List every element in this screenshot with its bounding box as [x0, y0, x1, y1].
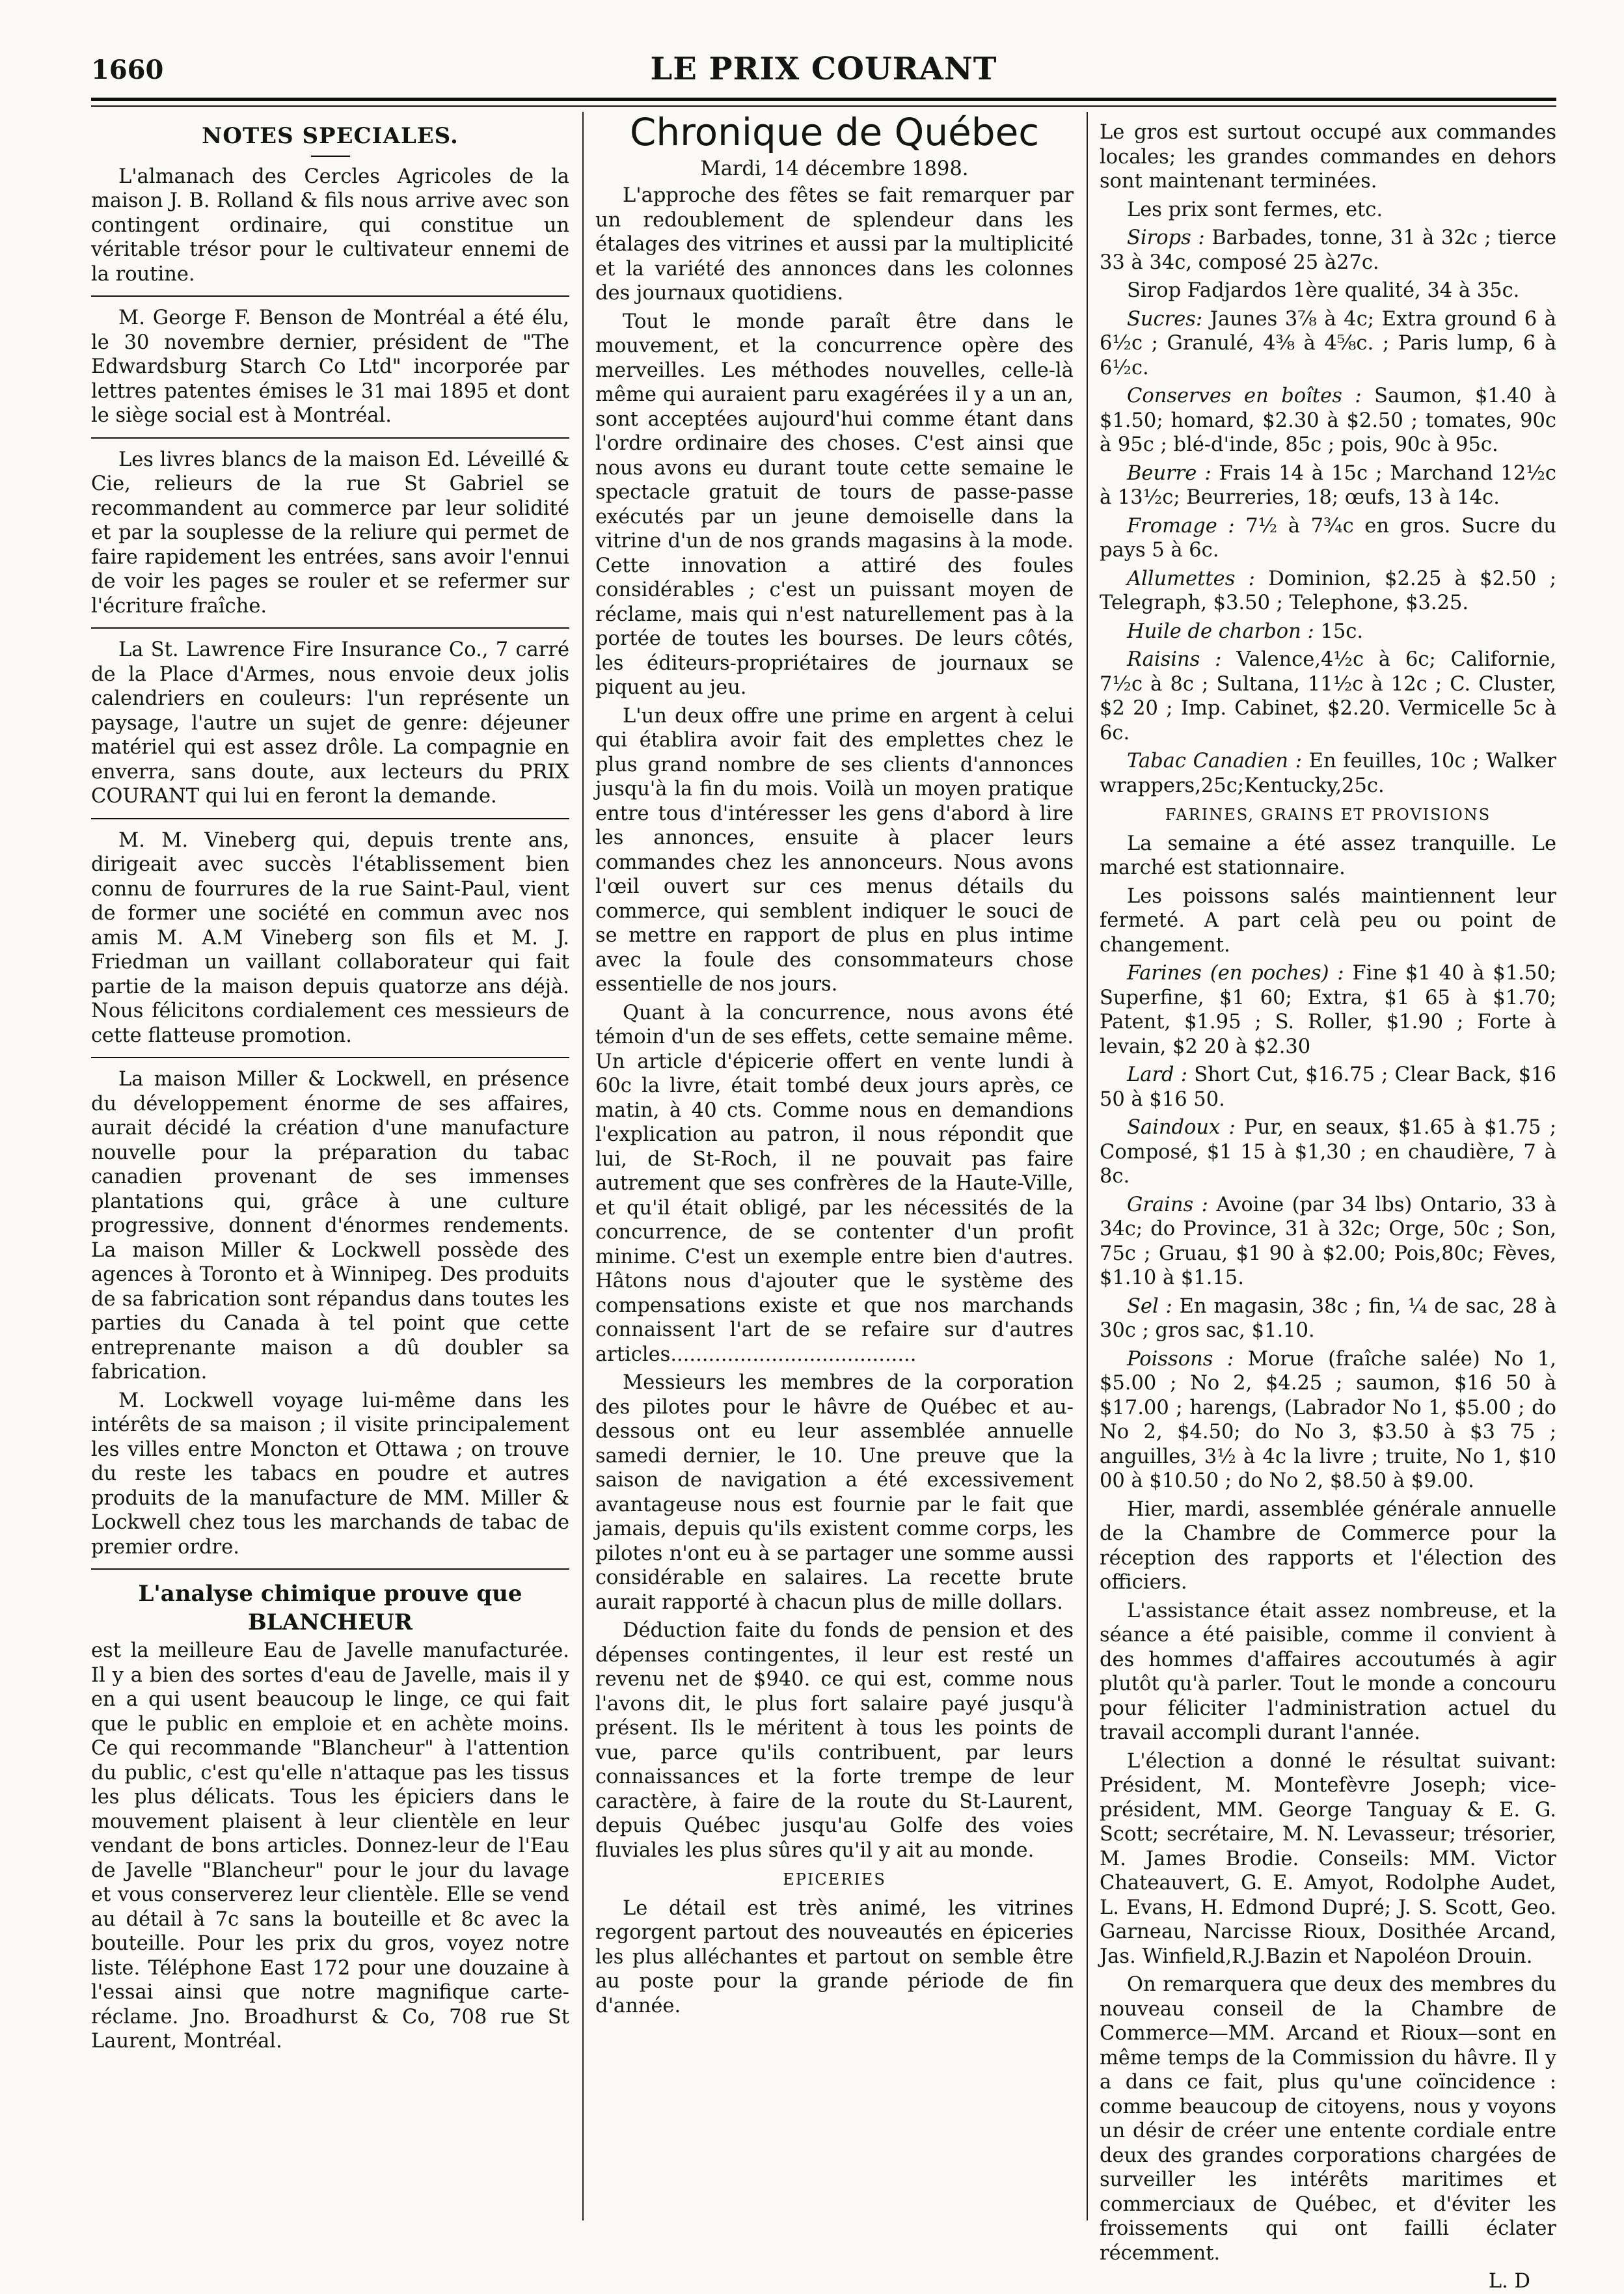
price-item-label: Grains : — [1127, 1193, 1208, 1216]
column-divider-1 — [582, 112, 584, 2220]
chronique-paragraph: L'approche des fêtes se fait remarquer par un redoublement de splendeur dans les étalages des vitrines et aussi par la multiplicité et la variété des annonces dans les colonnes des journaux quotidiens. — [595, 184, 1074, 305]
author-signature: L. D — [1488, 2270, 1530, 2293]
chronique-paragraph: Quant à la concurrence, nous avons été témoin d'un de ses effets, cette semaine même. Un article d'épicerie offert en vente lundi à 60c la livre, était tombé deux jours après, ce matin, à 40 cts. Comme nous en demandions l'explication au patron, il nous répondit que lui, de St-Roch, il ne pouvait pas faire autrement que ses confrères de la Haute-Ville, et qu'il était obligé, par les nécessités de la concurrence, de se contenter d'un profit minime. C'est un exemple entre bien d'autres. Hâtons nous d'ajouter que le système des compensations existe et que nos marchands connaissent l'art de se refaire sur d'autres articles....................................... — [595, 1001, 1074, 1366]
price-item-label: Farines (en poches) : — [1127, 962, 1344, 985]
price-item-text: Avoine (par 34 lbs) Ontario, 33 à 34c; do Province, 31 à 32c; Orge, 50c ; Son, 75c ; Gruau, $1 90 à $2.00; Pois,80c; Fèves, $1.10 à $1.15. — [1100, 1193, 1557, 1289]
chambre-paragraph: L'assistance était assez nombreuse, et la séance a été paisible, comme il convient à des hommes d'affaires accoutumés à agir plutôt qu'à parler. Tout le monde a concouru pour féliciter l'administration actuel du travail accompli durant l'année. — [1100, 1599, 1556, 1744]
epiceries-heading: EPICERIES — [783, 1870, 886, 1889]
price-item — [1100, 1115, 1556, 1189]
chronique-paragraph: Messieurs les membres de la corporation des pilotes pour le hâvre de Québec et au-dessous ont eu leur assemblée annuelle samedi dernier, le 10. Une preuve que la saison de navigation a été excessivement avantageuse nous est fournie par le fait que jamais, depuis qu'ils existent comme corps, les pilotes n'ont eu à se partager une somme aussi considérable en salaires. La recette brute aurait rapporté à chacun plus de mille dollars. — [595, 1371, 1074, 1614]
price-item-text: 7½ à 7¾c en gros. Sucre du pays 5 à 6c. — [1100, 514, 1556, 562]
note-divider — [91, 295, 569, 297]
epiceries-paragraph: Le détail est très animé, les vitrines regorgent partout des nouveautés en épiceries les plus alléchantes et partout on semble être au poste pour la grande période de fin d'année. — [595, 1896, 1074, 2017]
price-item — [1100, 1294, 1556, 1343]
note-divider — [91, 437, 569, 439]
price-item-text: Saumon, $1.40 à $1.50; homard, $2.30 à $2.50 ; tomates, 90c à 95c ; blé-d'inde, 85c ; pois, 90c à 95c. — [1100, 385, 1556, 456]
price-item-label: Lard : — [1127, 1063, 1188, 1086]
price-item-label: Raisins : — [1127, 648, 1222, 671]
header-rule — [91, 98, 1556, 101]
price-item — [1100, 514, 1556, 563]
price-item-text: En feuilles, 10c ; Walker wrappers,25c;Kentucky,25c. — [1100, 750, 1556, 797]
price-item-text: Morue (fraîche salée) No 1, $5.00 ; No 2, $4.25 ; saumon, $16 50 à $17.00 ; harengs, (Labrador No 1, $5.00 ; do No 2, $4.50; do No 3, $3.50 à $3 75 ; anguilles, 3½ à 4c la livre ; truite, No 1, $10 00 à $10.50 ; do No 2, $8.50 à $9.00. — [1100, 1347, 1556, 1492]
price-item-label: Beurre : — [1127, 461, 1211, 485]
price-item-label: Conserves en boîtes : — [1127, 385, 1362, 407]
price-item-label: Sucres: — [1127, 307, 1203, 331]
chronique-paragraph: L'un deux offre une prime en argent à celui qui établira avoir fait des emplettes chez le plus grand nombre de ses clients d'annonces jusqu'à la fin du mois. Voilà un moyen pratique entre tous d'intéresser les gens d'abord à lire les annonces, ensuite à placer leurs commandes chez les annonceurs. Nous avons l'œil ouvert sur ces menus détails du commerce, qui semblent indiquer le souci de se mettre en rapport de plus en plus intime avec la foule des consommateurs chose essentielle de nos jours. — [595, 704, 1074, 996]
note-paragraph: Les livres blancs de la maison Ed. Léveillé & Cie, relieurs de la rue St Gabriel se recommandent au commerce par leur solidité et par la souplesse de la reliure qui permet de faire rapidement les entrées, sans avoir l'ennui de voir les pages se rouler et se refermer sur l'écriture fraîche. — [91, 448, 569, 618]
price-item-label: Fromage : — [1127, 514, 1235, 538]
chambre-paragraph: Hier, mardi, assemblée générale annuelle de la Chambre de Commerce pour la réception des rapports et l'élection des officiers. — [1100, 1497, 1556, 1594]
price-item — [1100, 461, 1556, 510]
page-header — [91, 51, 1556, 90]
chronique-paragraph: Tout le monde paraît être dans le mouvement, et la concurrence opère des merveilles. Les méthodes nouvelles, celle-là même qui auraient paru exagérées il y a un an, sont acceptées aujourd'hui comme étant dans l'ordre ordinaire des choses. C'est ainsi que nous avons eu durant toute cette semaine le spectacle gratuit de tours de passe-passe exécutés par un jeune demoiselle dans la vitrine d'un de nos grands magasins à la mode. Cette innovation a attiré des foules considérables ; c'est un puissant moyen de réclame, mais qui n'est naturellement pas à la portée de toutes les bourses. De leurs côtés, les éditeurs-propriétaires de journaux se piquent au jeu. — [595, 310, 1074, 699]
column-market-prices — [1100, 120, 1556, 2294]
ad-title-line2: BLANCHEUR — [247, 1609, 413, 1635]
ad-text: est la meilleure Eau de Javelle manufacturée. Il y a bien des sortes d'eau de Javelle, mais il y en a qui usent beaucoup le linge, ce qui fait que le public en emploie et en achète moins. Ce qui recommande "Blancheur" à l'attention du public, c'est qu'elle n'attaque pas les tissus les plus délicats. Tous les épiciers dans le mouvement plaisent à leur clientèle en leur vendant de bons articles. Donnez-leur de l'Eau de Javelle "Blancheur" pour le jour du lavage et vous conserverez leur clientèle. Elle se vend au détail à 7c sans la bouteille et 8c avec la bouteille. Pour les prix du gros, voyez notre liste. Téléphone East 172 pour une douzaine à l'essai ainsi que notre magnifique carte-réclame. Jno. Broadhurst & Co, 708 rue St Laurent, Montréal. — [91, 1639, 569, 2053]
chambre-paragraph: On remarquera que deux des membres du nouveau conseil de la Chambre de Commerce—MM. Arcand et Rioux—sont en même temps de la Commission du hâvre. Il y a dans ce fait, plus qu'une coïncidence : comme beaucoup de citoyens, nous y voyons un désir de créer une entente cordiale entre deux des grandes corporations chargées de surveiller les intérêts maritimes et commerciaux de Québec, et d'éviter les froissements qui ont failli éclater récemment. — [1100, 1973, 1556, 2265]
price-item-text: Short Cut, $16.75 ; Clear Back, $16 50 à $16 50. — [1100, 1063, 1556, 1111]
header-rule-thin — [91, 105, 1556, 107]
prices-firm: Les prix sont fermes, etc. — [1127, 198, 1383, 221]
price-item — [1100, 1347, 1556, 1494]
column-divider-2 — [1087, 112, 1088, 2220]
price-item-text: Fine $1 40 à $1.50; Superfine, $1 60; Extra, $1 65 à $1.70; Patent, $1.95 ; S. Roller, $1.90 ; Forte à levain, $2 20 à $2.30 — [1100, 962, 1557, 1058]
note-paragraph: L'almanach des Cercles Agricoles de la maison J. B. Rolland & fils nous arrive avec son contingent ordinaire, qui constitue un véritable trésor pour le cultivateur ennemi de la routine. — [91, 165, 569, 286]
price-item — [1100, 961, 1556, 1059]
note-paragraph: M. M. Vineberg qui, depuis trente ans, dirigeait avec succès l'établissement bien connu de fourrures de la rue Saint-Paul, vient de former une société en commun avec nos amis M. A.M Vineberg son fils et M. J. Friedman un vaillant collaborateur qui fait partie de la maison depuis quatorze ans déjà. Nous félicitons cordialement ces messieurs de cette flatteuse promotion. — [91, 828, 569, 1047]
note-divider — [91, 1568, 569, 1570]
price-item — [1100, 1063, 1556, 1112]
note-divider — [91, 1057, 569, 1058]
price-item-text: Valence,4½c à 6c; Californie, 7½c à 8c ; Sultana, 11½c à 12c ; C. Cluster, $2 20 ; Imp. Cabinet, $2.20. Vermicelle 5c à 6c. — [1100, 648, 1556, 744]
price-item — [1100, 384, 1556, 457]
price-item-text: Pur, en seaux, $1.65 à $1.75 ; Composé, $1 15 à $1,30 ; en chaudière, 7 à 8c. — [1100, 1116, 1556, 1188]
note-paragraph: M. George F. Benson de Montréal a été élu, le 30 novembre dernier, président de "The Edwardsburg Starch Co Ltd" incorporée par lettres patentes émises le 31 mai 1895 et dont le siège social est à Montréal. — [91, 307, 569, 427]
price-item-text: Frais 14 à 15c ; Marchand 12½c à 13½c; Beurreries, 18; œufs, 13 à 14c. — [1100, 461, 1556, 509]
poissons-note: Les poissons salés maintiennent leur fermeté. A part celà peu ou point de changement. — [1100, 884, 1556, 957]
page-number: 1660 — [91, 55, 164, 85]
chambre-paragraph: L'élection a donné le résultat suivant: Président, M. Montefèvre Joseph; vice-président, MM. George Tanguay & E. G. Scott; secrétaire, M. N. Levasseur; trésorier, M. James Brodie. Conseils: MM. Victor Chateauvert, G. E. Amyot, Rodolphe Audet, L. Evans, H. Edmond Dupré; J. S. Scott, Geo. Garneau, Narcisse Rioux, Dosithée Arcand, Jas. Winfield,R.J.Bazin et Napoléon Drouin. — [1100, 1749, 1556, 1968]
section-title-notes: NOTES SPECIALES. — [202, 123, 459, 149]
chronique-date: Mardi, 14 décembre 1898. — [700, 157, 969, 180]
note-paragraph: La maison Miller & Lockwell, en présence du développement énorme de ses affaires, aurait décidé la création d'une manufacture nouvelle pour la préparation du tabac canadien provenant de ses immenses plantations qui, grâce à une culture progressive, donnent d'énormes rendements. La maison Miller & Lockwell possède des agences à Toronto et à Winnipeg. Des produits de sa fabrication sont répandus dans toutes les parties du Canada à tel point que cette entreprenante maison a dû doubler sa fabrication. — [91, 1068, 569, 1384]
ad-title-line1: L'analyse chimique prouve que — [138, 1581, 522, 1607]
price-item-text: Barbades, tonne, 31 à 32c ; tierce 33 à 34c, composé 25 à27c. — [1100, 226, 1556, 274]
price-item-text: Dominion, $2.25 à $2.50 ; Telegraph, $3.50 ; Telephone, $3.25. — [1100, 567, 1556, 614]
price-item-label: Tabac Canadien : — [1127, 750, 1302, 772]
price-item — [1100, 226, 1556, 275]
price-item-label: Sel : — [1127, 1294, 1172, 1318]
column-chronique — [595, 110, 1074, 2022]
price-item-text: 15c. — [1314, 620, 1364, 643]
farines-heading: FARINES, GRAINS ET PROVISIONS — [1165, 806, 1491, 824]
price-item — [1100, 1193, 1556, 1290]
note-divider — [91, 818, 569, 819]
price-item-label: Allumettes : — [1127, 567, 1255, 590]
price-item-label: Sirops : — [1127, 226, 1205, 249]
market-intro: Le gros est surtout occupé aux commandes locales; les grandes commandes en dehors sont maintenant terminées. — [1100, 121, 1556, 193]
column-notes-speciales — [91, 120, 569, 2058]
price-item-label: Poissons : — [1127, 1347, 1234, 1371]
note-paragraph: M. Lockwell voyage lui-même dans les intérêts de sa maison ; il visite principalement les villes entre Moncton et Ottawa ; on trouve du reste les tabacs en poudre et autres produits de la manufacture de MM. Miller & Lockwell chez tous les marchands de tabac de premier ordre. — [91, 1389, 569, 1559]
price-item-label: Saindoux : — [1127, 1116, 1236, 1139]
price-item — [1100, 749, 1556, 798]
journal-title: LE PRIX COURANT — [650, 51, 997, 87]
price-item-text: Sirop Fadjardos 1ère qualité, 34 à 35c. — [1127, 279, 1520, 302]
chronique-title: Chronique de Québec — [629, 110, 1040, 154]
price-item — [1100, 279, 1556, 303]
price-item — [1100, 307, 1556, 381]
price-item — [1100, 620, 1556, 644]
title-rule — [311, 156, 350, 157]
farines-intro: La semaine a été assez tranquille. Le marché est stationnaire. — [1100, 832, 1556, 879]
price-item — [1100, 567, 1556, 616]
price-item-text: Jaunes 3⅞ à 4c; Extra ground 6 à 6½c ; Granulé, 4⅜ à 4⅝c. ; Paris lump, 6 à 6½c. — [1100, 307, 1556, 379]
note-divider — [91, 627, 569, 629]
price-item-text: En magasin, 38c ; fin, ¼ de sac, 28 à 30c ; gros sac, $1.10. — [1100, 1294, 1556, 1342]
price-item-label: Huile de charbon : — [1127, 620, 1314, 643]
chronique-paragraph: Déduction faite du fonds de pension et des dépenses contingentes, il leur est resté un revenu net de $940. ce qui est, comme nous l'avons dit, le plus fort salaire payé jusqu'à présent. Ils le méritent à tous les points de vue, parce qu'ils contribuent, par leurs connaissances et la forte trempe de leur caractère, à faire de la route du St-Laurent, depuis Québec jusqu'au Golfe des voies fluviales les plus sûres qu'il y ait au monde. — [595, 1619, 1074, 1862]
price-item — [1100, 648, 1556, 745]
note-paragraph: La St. Lawrence Fire Insurance Co., 7 carré de la Place d'Armes, nous envoie deux jolis calendriers en couleurs: l'un représente un paysage, l'autre un sujet de genre: déjeuner matériel qui est assez drôle. La compagnie en enverra, sans doute, aux lecteurs du PRIX COURANT qui lui en feront la demande. — [91, 638, 569, 808]
